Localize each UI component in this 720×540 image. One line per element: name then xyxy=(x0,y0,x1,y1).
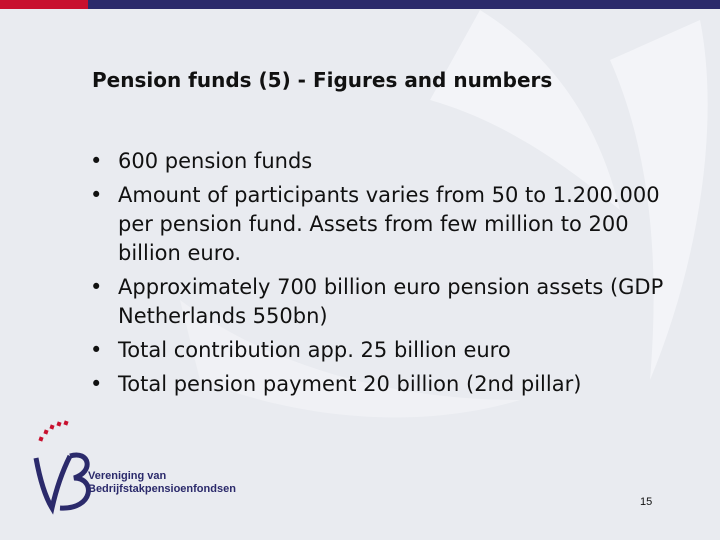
slide-title: Pension funds (5) - Figures and numbers xyxy=(92,68,553,92)
bullet-marker: • xyxy=(90,149,103,173)
logo-line-1: Vereniging van xyxy=(88,470,167,482)
bullet-marker: • xyxy=(90,338,103,362)
logo-line-2: Bedrijfstakpensioenfondsen xyxy=(88,483,236,495)
bullet-text: Amount of participants varies from 50 to 1.200.000 per pension fund. Assets from few million to 200 billion euro. xyxy=(118,183,660,265)
bullet-text: Approximately 700 billion euro pension assets (GDP Netherlands 550bn) xyxy=(118,275,664,328)
bullet-marker: • xyxy=(90,275,103,299)
bullet-item xyxy=(90,370,690,399)
bullet-item xyxy=(90,181,690,268)
bullet-text: Total pension payment 20 billion (2nd pillar) xyxy=(118,372,582,396)
page-number: 15 xyxy=(640,496,653,508)
bullet-item xyxy=(90,147,690,176)
bullet-text: Total contribution app. 25 billion euro xyxy=(118,338,511,362)
bullet-item xyxy=(90,336,690,365)
logo-text xyxy=(88,470,236,496)
bullet-text: 600 pension funds xyxy=(118,149,313,173)
bullet-item xyxy=(90,273,690,331)
bullet-marker: • xyxy=(90,372,103,396)
bullet-list xyxy=(90,147,690,404)
bullet-marker: • xyxy=(90,183,103,207)
